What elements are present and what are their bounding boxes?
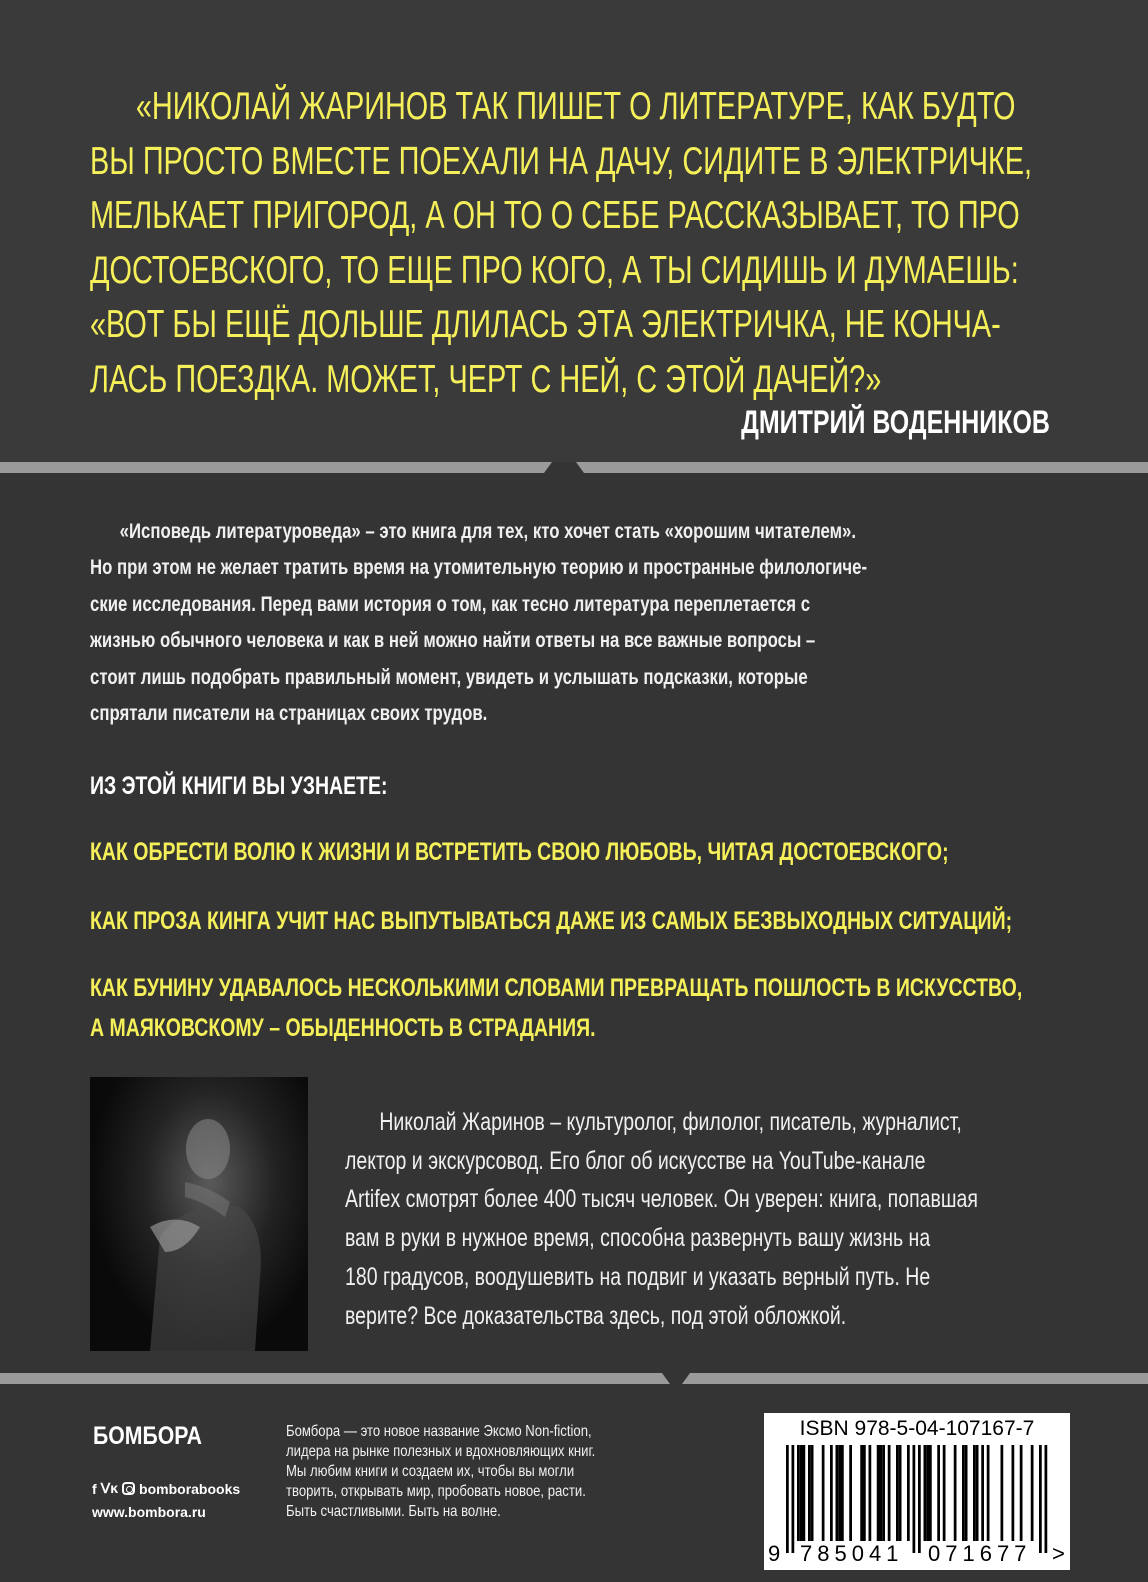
author-bio-line: Artifex смотрят более 400 тысяч человек. Он уверен: книга, попавшая — [345, 1185, 978, 1214]
barcode-bar — [913, 1445, 916, 1553]
learn-item — [90, 832, 949, 872]
barcode-bar — [869, 1445, 872, 1541]
section-divider — [0, 459, 1148, 475]
vk-icon: ꓦĸ — [100, 1480, 119, 1496]
quote-section — [0, 0, 1148, 462]
barcode-bar — [830, 1445, 833, 1541]
barcode-bar — [808, 1445, 811, 1541]
barcode-bar — [803, 1445, 806, 1541]
barcode-bar — [1020, 1445, 1023, 1541]
barcode-bar — [987, 1445, 990, 1541]
quote-author: ДМИТРИЙ ВОДЕННИКОВ — [741, 404, 1050, 440]
isbn-label: ISBN 978-5-04-107167-7 — [799, 1417, 1035, 1440]
barcode-bar — [926, 1445, 929, 1541]
barcode-bar — [800, 1445, 803, 1541]
quote-line: МЕЛЬКАЕТ ПРИГОРОД, А ОН ТО О СЕБЕ РАССКАЗЫВАЕТ, ТО ПРО — [90, 194, 1020, 237]
barcode-bar — [882, 1445, 885, 1541]
learn-item — [90, 968, 1022, 1048]
learn-heading: ИЗ ЭТОЙ КНИГИ ВЫ УЗНАЕТЕ: — [90, 772, 388, 800]
barcode-bar — [1001, 1445, 1004, 1541]
barcode-bar — [786, 1445, 789, 1553]
facebook-icon: f — [92, 1480, 97, 1497]
social-handle: bomborabooks — [139, 1480, 241, 1497]
social-links — [92, 1480, 240, 1497]
barcode-bar — [1031, 1445, 1034, 1541]
quote-line: «ВОТ БЫ ЕЩЁ ДОЛЬШЕ ДЛИЛАСЬ ЭТА ЭЛЕКТРИЧКА, НЕ КОНЧА- — [90, 303, 1001, 346]
barcode-bar — [841, 1445, 844, 1541]
barcode-bar — [899, 1445, 902, 1541]
website-link: www.bombora.ru — [92, 1504, 206, 1520]
barcode-bar — [797, 1445, 800, 1541]
publisher-logo: БОМБОРА — [93, 1422, 202, 1450]
barcode-bar — [792, 1445, 795, 1553]
author-bio — [345, 1103, 1047, 1335]
barcode-bar — [973, 1445, 976, 1541]
publisher-note-line: Бомбора — это новое название Эксмо Non-fiction, — [286, 1423, 592, 1440]
barcode-right-group: 071677 — [928, 1541, 1032, 1566]
learn-item-line: КАК БУНИНУ УДАВАЛОСЬ НЕСКОЛЬКИМИ СЛОВАМИ ПРЕВРАЩАТЬ ПОШЛОСТЬ В ИСКУССТВО, — [90, 974, 1023, 1002]
barcode-bar — [1012, 1445, 1015, 1541]
quote-text — [90, 80, 1059, 407]
barcode-bar — [924, 1445, 927, 1541]
barcode-bar — [863, 1445, 866, 1541]
author-bio-line: Николай Жаринов – культуролог, филолог, писатель, журналист, — [379, 1108, 962, 1136]
publisher-note — [286, 1422, 729, 1522]
author-bio-line: 180 градусов, воодушевить на подвиг и указать верный путь. Не — [345, 1262, 931, 1291]
barcode-bar — [1045, 1445, 1048, 1553]
isbn-barcode — [764, 1413, 1070, 1570]
barcode-left-group: 785041 — [800, 1541, 904, 1566]
description-line: жизнью обычного человека и как в ней можно найти ответы на все важные вопросы – — [90, 628, 816, 653]
description-line: «Исповедь литературоведа» – это книга для тех, кто хочет стать «хорошим читателем». — [119, 519, 857, 543]
barcode-bar — [849, 1445, 852, 1541]
barcode-bar — [962, 1445, 965, 1541]
barcode-trail: > — [1052, 1541, 1065, 1566]
section-divider — [0, 1370, 1148, 1386]
barcode-bar — [976, 1445, 979, 1541]
quote-line: ВЫ ПРОСТО ВМЕСТЕ ПОЕХАЛИ НА ДАЧУ, СИДИТЕ В ЭЛЕКТРИЧКЕ, — [90, 139, 1033, 183]
publisher-note-line: Мы любим книги и создаем их, чтобы вы могли — [286, 1463, 575, 1480]
barcode-bar — [888, 1445, 891, 1541]
barcode-bar — [937, 1445, 940, 1541]
barcode-bar — [929, 1445, 932, 1541]
learn-item-line: КАК ПРОЗА КИНГА УЧИТ НАС ВЫПУТЫВАТЬСЯ ДАЖЕ ИЗ САМЫХ БЕЗВЫХОДНЫХ СИТУАЦИЙ; — [90, 907, 1013, 935]
barcode-lead-digit: 9 — [768, 1541, 781, 1566]
barcode-bar — [965, 1445, 968, 1541]
quote-line: «НИКОЛАЙ ЖАРИНОВ ТАК ПИШЕТ О ЛИТЕРАТУРЕ, КАК БУДТО — [135, 85, 1016, 128]
description-line: стоит лишь подобрать правильный момент, увидеть и услышать подсказки, которые — [90, 664, 808, 689]
barcode-bar — [1039, 1445, 1042, 1553]
quote-line: ДОСТОЕВСКОГО, ТО ЕЩЕ ПРО КОГО, А ТЫ СИДИШЬ И ДУМАЕШЬ: — [90, 248, 1019, 292]
author-photo — [90, 1077, 308, 1351]
barcode-bar — [811, 1445, 814, 1541]
learn-item-line: А МАЯКОВСКОМУ – ОБЫДЕННОСТЬ В СТРАДАНИЯ. — [90, 1014, 596, 1042]
quote-line: ЛАСЬ ПОЕЗДКА. МОЖЕТ, ЧЕРТ С НЕЙ, С ЭТОЙ ДАЧЕЙ?» — [90, 357, 882, 401]
barcode-bar — [981, 1445, 984, 1541]
barcode-bar — [943, 1445, 946, 1541]
description-line: ские исследования. Перед вами история о том, как тесно литература переплетается с — [90, 591, 811, 616]
learn-item — [90, 901, 1012, 941]
barcode-bar — [907, 1445, 910, 1541]
learn-item-line: КАК ОБРЕСТИ ВОЛЮ К ЖИЗНИ И ВСТРЕТИТЬ СВОЮ ЛЮБОВЬ, ЧИТАЯ ДОСТОЕВСКОГО; — [90, 838, 949, 866]
description-line: спрятали писатели на страницах своих трудов. — [90, 701, 488, 726]
author-bio-line: верите? Все доказательства здесь, под этой обложкой. — [345, 1301, 847, 1330]
barcode-bar — [822, 1445, 825, 1541]
publisher-note-line: Быть счастливыми. Быть на волне. — [286, 1503, 501, 1520]
author-bio-line: лектор и экскурсовод. Его блог об искусстве на YouTube-канале — [345, 1146, 926, 1175]
barcode-bar — [954, 1445, 957, 1541]
barcode-bar — [860, 1445, 863, 1541]
publisher-note-line: лидера на рынке полезных и вдохновляющих книг. — [286, 1443, 596, 1460]
publisher-note-line: творить, открывать мир, пробовать новое, расти. — [286, 1483, 586, 1500]
instagram-icon — [122, 1482, 135, 1495]
barcode-bar — [880, 1445, 883, 1541]
barcode-bar — [896, 1445, 899, 1541]
description-line: Но при этом не желает тратить время на утомительную теорию и пространные филологиче- — [90, 555, 868, 580]
book-description — [90, 513, 1049, 731]
barcode-bar — [877, 1445, 880, 1541]
barcode-bar — [918, 1445, 921, 1553]
barcode-bar — [838, 1445, 841, 1541]
author-bio-line: вам в руки в нужное время, способна развернуть вашу жизнь на — [345, 1224, 931, 1253]
barcode-bar — [836, 1445, 839, 1541]
